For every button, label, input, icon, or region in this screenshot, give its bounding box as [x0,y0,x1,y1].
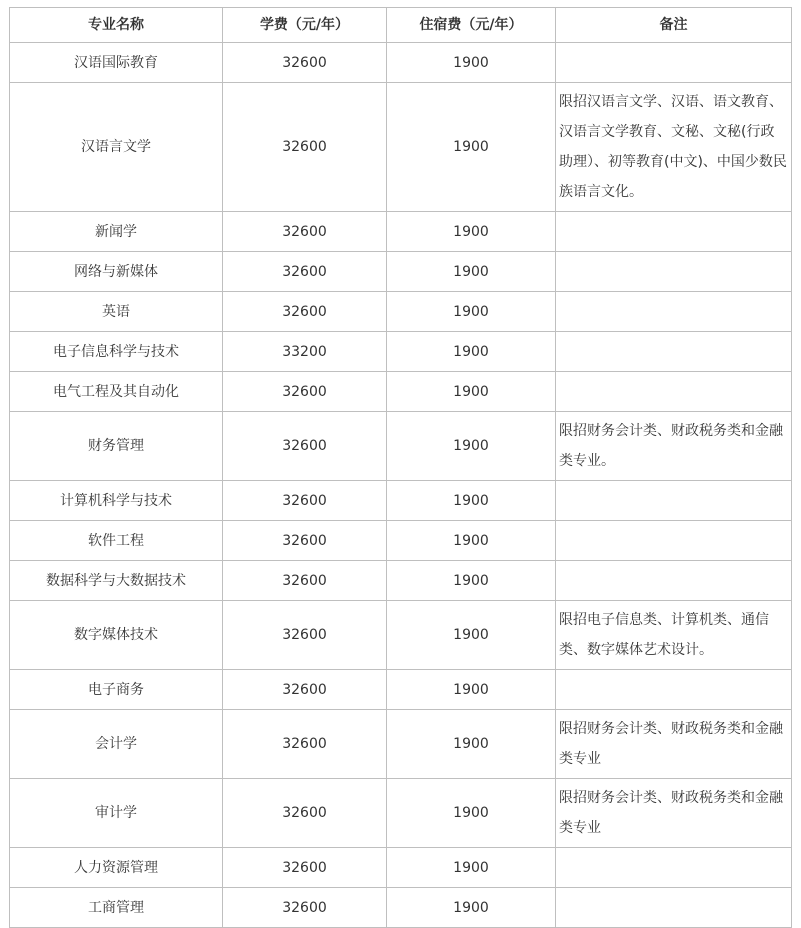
note-cell [556,481,792,521]
table-row [10,779,792,848]
note-cell: 限招财务会计类、财政税务类和金融类专业 [556,710,792,779]
note-cell [556,252,792,292]
tuition-cell: 32600 [223,412,387,481]
note-cell [556,561,792,601]
table-row [10,372,792,412]
tuition-cell: 32600 [223,481,387,521]
tuition-cell: 32600 [223,372,387,412]
dorm-cell: 1900 [387,372,556,412]
dorm-cell: 1900 [387,561,556,601]
table-row [10,888,792,928]
dorm-cell: 1900 [387,332,556,372]
tuition-cell: 32600 [223,252,387,292]
table-row [10,710,792,779]
note-cell [556,848,792,888]
dorm-cell: 1900 [387,212,556,252]
note-cell: 限招电子信息类、计算机类、通信类、数字媒体艺术设计。 [556,601,792,670]
dorm-cell: 1900 [387,848,556,888]
tuition-cell: 32600 [223,561,387,601]
table-row [10,252,792,292]
major-cell: 汉语言文学 [10,83,223,212]
table-header-row [10,8,792,43]
table-row [10,561,792,601]
table-row [10,601,792,670]
major-cell: 数字媒体技术 [10,601,223,670]
fee-table-container [9,7,791,928]
table-row [10,521,792,561]
dorm-cell: 1900 [387,670,556,710]
dorm-cell: 1900 [387,779,556,848]
header-dorm: 住宿费（元/年） [387,8,556,43]
note-cell [556,212,792,252]
table-row [10,412,792,481]
header-major: 专业名称 [10,8,223,43]
tuition-cell: 32600 [223,888,387,928]
dorm-cell: 1900 [387,481,556,521]
table-row [10,481,792,521]
major-cell: 数据科学与大数据技术 [10,561,223,601]
tuition-cell: 32600 [223,212,387,252]
note-cell: 限招财务会计类、财政税务类和金融类专业。 [556,412,792,481]
tuition-cell: 32600 [223,670,387,710]
dorm-cell: 1900 [387,412,556,481]
table-row [10,43,792,83]
major-cell: 电气工程及其自动化 [10,372,223,412]
note-cell [556,888,792,928]
major-cell: 新闻学 [10,212,223,252]
dorm-cell: 1900 [387,888,556,928]
tuition-cell: 32600 [223,710,387,779]
fee-table [9,7,792,928]
tuition-cell: 32600 [223,848,387,888]
dorm-cell: 1900 [387,292,556,332]
major-cell: 电子商务 [10,670,223,710]
major-cell: 软件工程 [10,521,223,561]
note-cell: 限招汉语言文学、汉语、语文教育、汉语言文学教育、文秘、文秘(行政助理）、初等教育(中文)、中国少数民族语言文化。 [556,83,792,212]
note-cell [556,521,792,561]
major-cell: 审计学 [10,779,223,848]
note-cell [556,670,792,710]
major-cell: 工商管理 [10,888,223,928]
major-cell: 汉语国际教育 [10,43,223,83]
major-cell: 计算机科学与技术 [10,481,223,521]
note-cell: 限招财务会计类、财政税务类和金融类专业 [556,779,792,848]
dorm-cell: 1900 [387,252,556,292]
table-row [10,83,792,212]
dorm-cell: 1900 [387,521,556,561]
table-row [10,670,792,710]
major-cell: 人力资源管理 [10,848,223,888]
note-cell [556,372,792,412]
table-row [10,212,792,252]
note-cell [556,43,792,83]
tuition-cell: 32600 [223,601,387,670]
header-tuition: 学费（元/年） [223,8,387,43]
tuition-cell: 32600 [223,43,387,83]
dorm-cell: 1900 [387,710,556,779]
major-cell: 财务管理 [10,412,223,481]
major-cell: 英语 [10,292,223,332]
note-cell [556,292,792,332]
dorm-cell: 1900 [387,601,556,670]
table-body [10,43,792,928]
tuition-cell: 33200 [223,332,387,372]
tuition-cell: 32600 [223,779,387,848]
major-cell: 会计学 [10,710,223,779]
tuition-cell: 32600 [223,292,387,332]
dorm-cell: 1900 [387,43,556,83]
dorm-cell: 1900 [387,83,556,212]
tuition-cell: 32600 [223,521,387,561]
header-note: 备注 [556,8,792,43]
major-cell: 网络与新媒体 [10,252,223,292]
table-row [10,332,792,372]
tuition-cell: 32600 [223,83,387,212]
table-row [10,292,792,332]
table-row [10,848,792,888]
major-cell: 电子信息科学与技术 [10,332,223,372]
note-cell [556,332,792,372]
